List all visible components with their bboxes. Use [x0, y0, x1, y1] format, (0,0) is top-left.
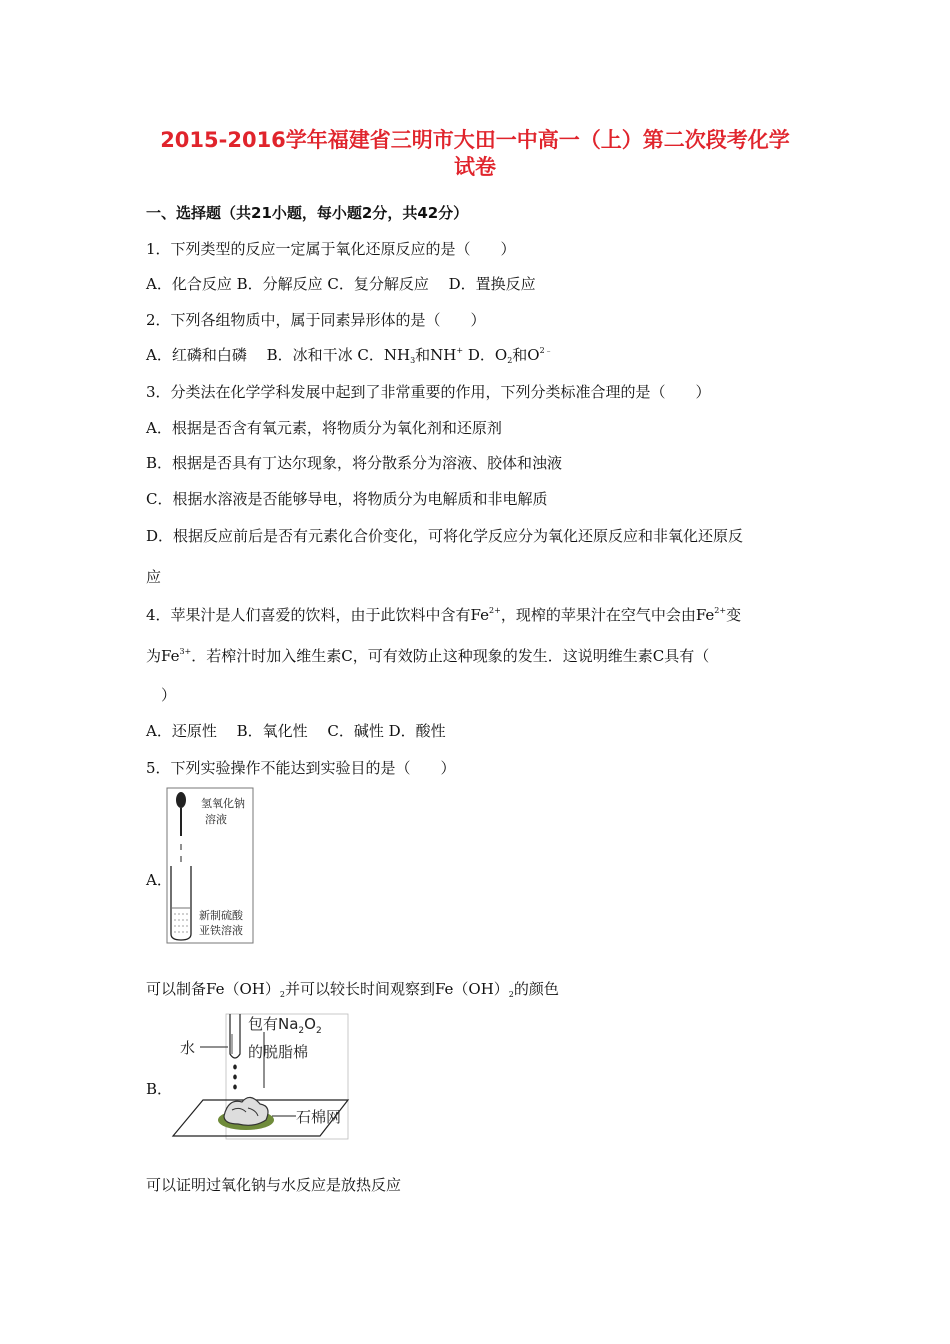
question-3-option-c: C．根据水溶液是否能够导电，将物质分为电解质和非电解质: [146, 490, 548, 508]
question-5-option-a-label: A．: [146, 871, 172, 889]
question-1-stem: 1．下列类型的反应一定属于氧化还原反应的是（ ）: [146, 240, 516, 258]
figure-b-label-mesh: 石棉网: [296, 1108, 342, 1126]
figure-a-label-top2: 溶液: [205, 813, 227, 826]
question-5-stem: 5．下列实验操作不能达到实验目的是（ ）: [146, 759, 456, 777]
question-2-stem: 2．下列各组物质中，属于同素异形体的是（ ）: [146, 311, 486, 329]
document-title-line1: 2015-2016学年福建省三明市大田一中高一（上）第二次段考化学: [160, 128, 790, 152]
question-5-option-b-label: B．: [146, 1080, 173, 1098]
figure-a-label-bottom1: 新制硫酸: [199, 909, 243, 922]
figure-b-label-wrap1: 包有$Na_2O_2$: [248, 1015, 322, 1036]
section-heading: 一、选择题（共21小题，每小题2分，共42分）: [146, 204, 469, 222]
question-2-options: A．红磷和白磷 B．冰和干冰 C．$NH_3$和NH+ D．$O_2$和$O^{2﹣}$: [146, 346, 553, 365]
question-3-option-d-line1: D．根据反应前后是否有元素化合价变化，可将化学反应分为氧化还原反应和非氧化还原反: [146, 527, 744, 545]
question-4-stem-line3: ）: [146, 686, 177, 704]
question-4-stem-line1: 4．苹果汁是人们喜爱的饮料，由于此饮料中含有$Fe^{2+}$，现榨的苹果汁在空气中会由$Fe^{2+}$变: [146, 606, 742, 624]
question-4-stem-line2: 为$Fe^{3+}$．若榨汁时加入维生素C，可有效防止这种现象的发生．这说明维生素C具有（: [146, 647, 710, 665]
question-1-options: A．化合反应 B．分解反应 C．复分解反应 D．置换反应: [146, 275, 536, 293]
figure-b-label-water: 水: [180, 1039, 196, 1057]
question-3-option-b: B．根据是否具有丁达尔现象，将分散系分为溶液、胶体和浊液: [146, 454, 563, 472]
question-3-stem: 3．分类法在化学学科发展中起到了非常重要的作用，下列分类标准合理的是（ ）: [146, 383, 711, 401]
question-5-option-b-description: 可以证明过氧化钠与水反应是放热反应: [146, 1176, 402, 1194]
question-5-option-a-description: 可以制备$Fe(OH)_2$并可以较长时间观察到$Fe(OH)_2$的颜色: [146, 980, 559, 999]
test-tube-figure: [165, 786, 255, 946]
question-4-options: A．还原性 B．氧化性 C．碱性 D．酸性: [146, 722, 446, 740]
question-3-option-a: A．根据是否含有氧元素，将物质分为氧化剂和还原剂: [146, 419, 502, 437]
asbestos-mesh-figure: [168, 1012, 350, 1142]
figure-a-label-top1: 氢氧化钠: [201, 797, 245, 810]
document-title-line2: 试卷: [454, 155, 496, 179]
question-3-option-d-line2: 应: [146, 568, 162, 586]
figure-a-label-bottom2: 亚铁溶液: [199, 924, 243, 937]
figure-b-label-wrap2: 的脱脂棉: [248, 1043, 309, 1061]
